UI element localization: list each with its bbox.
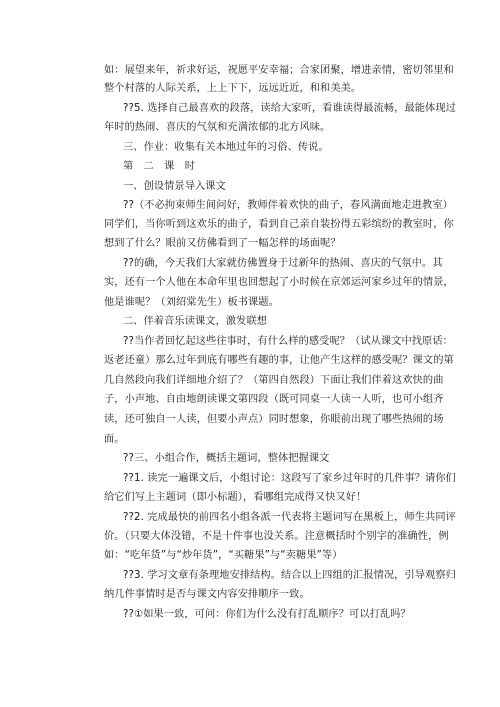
body-line-7: 想到了什么？眼前又仿佛看到了一幅怎样的场面呢？ xyxy=(104,238,341,249)
body-line-6: 同学们，当你听到这欢乐的曲子，看到自己亲自装扮得五彩缤纷的教室时，你 xyxy=(104,219,454,230)
body-line-15: 读，还可独自一人读，但要小声点）同时想象，你眼前出现了哪些热闹的场 xyxy=(104,414,444,425)
body-line-12: 返老还童）那么过年到底有哪些有趣的事，让他产生这样的感受呢？课文的第 xyxy=(104,355,454,366)
section-heading-2: 二、伴着音乐读课文，激发联想 xyxy=(123,316,268,327)
body-line-13: 几自然段向我们详细地介绍了？（第四自然段）下面让我们伴着这欢快的曲 xyxy=(104,375,444,386)
body-line-2: 整个村落的人际关系，上上下下，远远近近，和和美美。 xyxy=(104,83,362,94)
body-line-19: ??2. 完成最快的前四名小组各派一代表将主题词写在黑板上，师生共同评 xyxy=(123,512,456,523)
section-heading-1: 一、创设情景导入课文 xyxy=(123,181,226,192)
body-line-11: ??当作者回忆起这些往事时，有什么样的感受呢？（试从课文中找原话： xyxy=(123,336,453,347)
body-line-18: 给它们写上主题词（即小标题），看哪组完成得又快又好！ xyxy=(104,492,367,503)
body-line-16: 面。 xyxy=(104,434,125,445)
body-line-20: 价。（只要大体没错，不是十件事也没关系。注意概括时个别字的准确性，例 xyxy=(104,531,449,542)
body-line-3: ??5. 选择自己最喜欢的段落，读给大家听，看谁读得最流畅，最能体现过 xyxy=(123,103,456,114)
body-line-24: ??①如果一致，可问：你们为什么没有打乱顺序？可以打乱吗？ xyxy=(123,609,411,620)
body-line-14: 子，小声地、自由地朗读课文第四段（既可同桌一人读一人听，也可小组齐 xyxy=(104,394,444,405)
body-line-1: 如：展望来年，祈求好运，祝愿平安幸福；合家团聚，增进亲情，密切邻里和 xyxy=(104,65,454,76)
body-line-17: ??1. 读完一遍课文后，小组讨论：这段写了家乡过年时的几件事？请你们 xyxy=(123,473,456,484)
body-line-5: ??（不必拘束师生间问好，教师伴着欢快的曲子，春风满面地走进教室） xyxy=(123,200,453,211)
lesson-heading: 第 二 课 时 xyxy=(123,161,196,172)
body-line-9: 实，还有一个人他在本命年里也回想起了小时候在京郊运河家乡过年的情景， xyxy=(104,277,454,288)
body-line-8: ??的确，今天我们大家就仿佛置身于过新年的热闹、喜庆的气氛中。其 xyxy=(123,258,443,269)
body-line-4: 年时的热闹、喜庆的气氛和充满浓郁的北方风味。 xyxy=(104,122,331,133)
body-line-22: ??3. 学习文章有条理地安排结构。结合以上四组的汇报情况，引导观察归 xyxy=(123,570,456,581)
section-heading-3: ??三、小组合作，概括主题词，整体把握课文 xyxy=(123,453,330,464)
assignment-heading: 三、作业：收集有关本地过年的习俗、传说。 xyxy=(123,142,329,153)
body-line-21: 如：“吃年货”与“炒年货”，“买糖果”与“卖糖果”等） xyxy=(104,550,343,561)
body-line-10: 他是谁呢？（刘绍棠先生）板书课题。 xyxy=(104,297,279,308)
body-line-23: 纳几件事情时是否与课文内容安排顺序一致。 xyxy=(104,589,310,600)
